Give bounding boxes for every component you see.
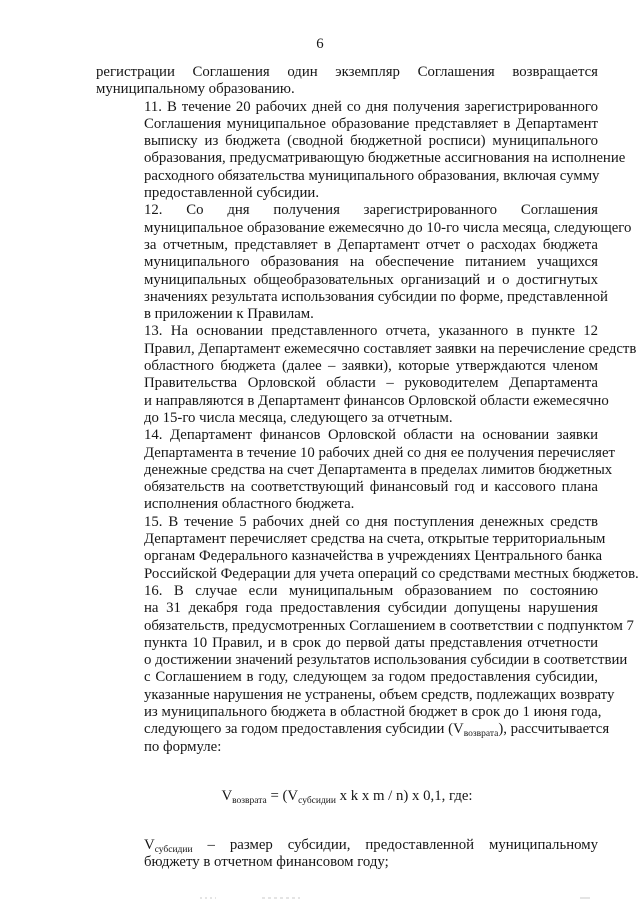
text-line: денежные средства на счет Департамента в пределах лимитов бюджетных [144,461,613,478]
text-line: 12. Со дня получения зарегистрированного Соглашения [144,202,598,219]
text-line: 14. Департамент финансов Орловской области на основании заявки [144,427,598,444]
paragraph [96,98,626,203]
text-line: о достижении значений результатов использования субсидии в соответствии [144,652,628,669]
scan-artifact [0,890,640,905]
text-line: 16. В случае если муниципальным образованием по состоянию [144,582,598,599]
text-line: муниципальных общеобразовательных организаций и о достигнутых [144,271,598,288]
text-fragment: – размер субсидии, предоставленной муниципальному [192,837,598,854]
paragraph [96,427,616,513]
text-line: Департамента в течение 10 рабочих дней со дня ее получения перечисляет [144,444,616,461]
text-line: Соглашения муниципальное образование представляет в Департамент [144,115,598,132]
text-line: на 31 декабря года предоставления субсидии допущены нарушения [144,600,598,617]
text-line: указанные нарушения не устранены, объем средств, подлежащих возврату [144,686,615,703]
formula [96,788,598,805]
text-line: муниципальному образованию. [96,81,295,98]
text-line: регистрации Соглашения один экземпляр Соглашения возвращается [96,64,598,80]
text-fragment: следующего за годом предоставления субсидии (V [144,721,464,738]
text-line: бюджету в отчетном финансовом году; [144,854,389,871]
text-line: Правительства Орловской области – руководителем Департамента [144,375,598,392]
text-line: 13. На основании представленного отчета, указанного в пункте 12 [144,323,598,340]
subscript: возврата [463,729,499,740]
text-line: и направляются в Департамент финансов Орловской области ежемесячно [144,392,609,409]
text-line: из муниципального бюджета в областной бюджет в срок до 1 июня года, [144,703,602,720]
text-line: 11. В течение 20 рабочих дней со дня получения зарегистрированного [144,98,598,115]
text-line: органам Федерального казначейства в учреждениях Центрального банка [144,548,603,565]
text-line: 15. В течение 5 рабочих дней со дня поступления денежных средств [144,513,598,530]
formula-text: = (V [266,787,299,804]
text-line: с Соглашением в году, следующем за годом предоставления субсидии, [144,669,598,686]
formula-subscript: возврата [232,795,267,806]
document-body [96,64,639,872]
paragraph [96,323,637,427]
paragraph [96,202,632,323]
text-line [96,721,610,740]
text-line: за отчетным, представляет в Департамент отчет о расходах бюджета [144,236,598,253]
paragraph-16-ending [96,582,634,756]
definition-paragraph [96,837,598,872]
text-line: выписку из бюджета (сводной бюджетной росписи) муниципального [144,133,598,150]
text-line: расходного обязательства муниципального образования, включая сумму [144,167,600,184]
text-line: обязательств, предусмотренных Соглашением в соответствии с подпунктом 7 [144,617,634,634]
formula-text: x k x m / n) x 0,1, где: [335,787,473,804]
definition-variable: V [144,837,155,854]
page-number: 6 [316,36,324,52]
text-line: Департамент перечисляет средства на счета, открытые территориальным [144,531,606,548]
text-line: Российской Федерации для учета операций со средствами местных бюджетов. [144,565,639,582]
formula-subscript: субсидии [298,795,336,806]
text-line: до 15-го числа месяца, следующего за отчетным. [144,409,453,426]
paragraph [96,64,598,99]
text-line: значениях результата использования субсидии по форме, представленной [144,288,608,305]
text-line [96,837,598,854]
text-line: исполнения областного бюджета. [144,496,355,513]
text-line: по формуле: [144,738,222,755]
paragraph-list [96,64,639,583]
text-line: Правил, Департамент ежемесячно составляет заявки на перечисление средств [144,340,637,357]
definition-subscript: субсидии [154,845,193,856]
text-line: пункта 10 Правил, и в срок до первой даты представления отчетности [144,634,598,651]
formula-variable: V [221,787,233,804]
text-line: областного бюджета (далее – заявки), которые утверждаются членом [144,358,598,375]
text-line: в приложении к Правилам. [144,306,314,323]
paragraph [96,513,639,583]
text-line: муниципальное образование ежемесячно до 10-го числа месяца, следующего [144,219,632,236]
text-line: образования, предусматривающую бюджетные ассигнования на исполнение [144,150,626,167]
text-fragment: ), рассчитывается [498,721,610,738]
text-line: предоставленной субсидии. [144,185,320,202]
text-line: обязательств на соответствующий финансовый год и кассового плана [144,479,598,496]
text-line: муниципального образования на обеспечение питанием учащихся [144,254,598,271]
